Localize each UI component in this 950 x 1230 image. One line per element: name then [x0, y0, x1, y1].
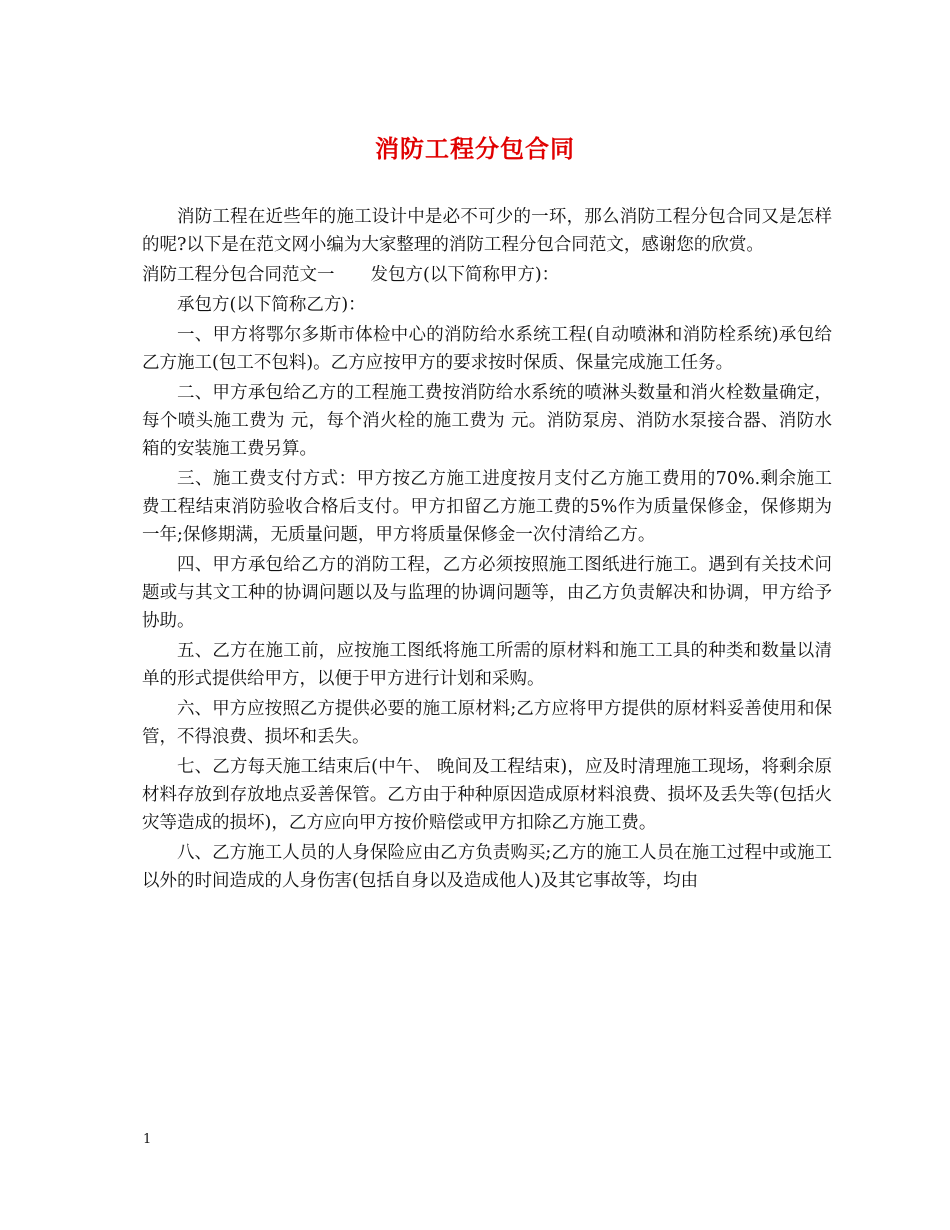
- document-body: [142, 203, 832, 897]
- party-a-label: 发包方(以下简称甲方)：: [370, 265, 560, 285]
- clause-3: 三、施工费支付方式：甲方按乙方施工进度按月支付乙方施工费用的70%.剩余施工费工程结束消防验收合格后支付。甲方扣留乙方施工费的5%作为质量保修金，保修期为一年;保修期满，无质量问题，甲方将质量保修金一次付清给乙方。: [142, 469, 832, 545]
- clause-6: 六、甲方应按照乙方提供必要的施工原材料;乙方应将甲方提供的原材料妥善使用和保管，不得浪费、损坏和丢失。: [142, 699, 832, 747]
- intro-paragraph: 消防工程在近些年的施工设计中是必不可少的一环，那么消防工程分包合同又是怎样的呢?以下是在范文网小编为大家整理的消防工程分包合同范文，感谢您的欣赏。: [142, 207, 832, 255]
- page-number: 1: [143, 1132, 152, 1147]
- clause-1: 一、甲方将鄂尔多斯市体检中心的消防给水系统工程(自动喷淋和消防栓系统)承包给乙方施工(包工不包料)。乙方应按甲方的要求按时保质、保量完成施工任务。: [142, 325, 832, 373]
- clause-8: 八、乙方施工人员的人身保险应由乙方负责购买;乙方的施工人员在施工过程中或施工以外的时间造成的人身伤害(包括自身以及造成他人)及其它事故等，均由: [142, 843, 832, 891]
- clause-5: 五、乙方在施工前，应按施工图纸将施工所需的原材料和施工工具的种类和数量以清单的形式提供给甲方，以便于甲方进行计划和采购。: [142, 641, 832, 689]
- sample-heading-line: [142, 261, 832, 289]
- party-b-label: 承包方(以下简称乙方)：: [177, 295, 366, 315]
- clause-2: 二、甲方承包给乙方的工程施工费按消防给水系统的喷淋头数量和消火栓数量确定，每个喷头施工费为 元，每个消火栓的施工费为 元。消防泵房、消防水泵接合器、消防水箱的安装施工费另算。: [142, 383, 832, 459]
- clause-4: 四、甲方承包给乙方的消防工程，乙方必须按照施工图纸进行施工。遇到有关技术问题或与其文工种的协调问题以及与监理的协调问题等，由乙方负责解决和协调，甲方给予协助。: [142, 555, 832, 631]
- document-title: 消防工程分包合同: [375, 134, 575, 163]
- sample-heading: 消防工程分包合同范文一: [142, 265, 335, 285]
- clause-7: 七、乙方每天施工结束后(中午、 晚间及工程结束)，应及时清理施工现场，将剩余原材料存放到存放地点妥善保管。乙方由于种种原因造成原材料浪费、损坏及丢失等(包括火灾等造成的损坏)，乙方应向甲方按价赔偿或甲方扣除乙方施工费。: [142, 757, 832, 833]
